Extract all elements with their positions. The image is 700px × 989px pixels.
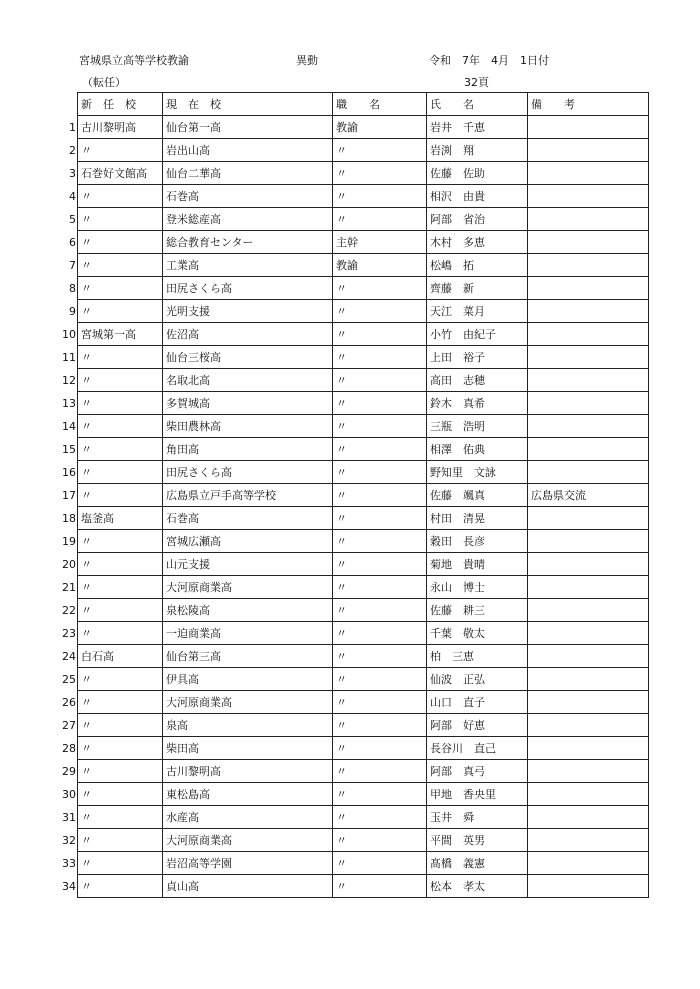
new-school-text: 〃 [81, 857, 92, 870]
table-row [78, 530, 649, 553]
new-school-text: 〃 [81, 236, 92, 249]
row-number: 20 [62, 558, 76, 571]
new-school-text: 古川黎明高 [81, 121, 136, 134]
new-school-cell [69, 300, 163, 323]
new-school-text: 〃 [81, 282, 92, 295]
name-cell: 松嶋 拓 [427, 254, 528, 277]
new-school-cell [62, 645, 163, 668]
row-number: 16 [62, 466, 76, 479]
position-cell: 〃 [333, 139, 427, 162]
position-cell: 〃 [333, 553, 427, 576]
new-school-text: 〃 [81, 144, 92, 157]
current-school-cell: 一迫商業高 [163, 622, 333, 645]
new-school-cell [62, 323, 163, 346]
row-number: 3 [69, 167, 76, 180]
new-school-text: 宮城第一高 [81, 328, 136, 341]
column-header-name: 氏 名 [427, 93, 528, 116]
new-school-text: 〃 [81, 397, 92, 410]
table-row [78, 438, 649, 461]
remarks-cell [528, 806, 649, 829]
position-cell: 主幹 [333, 231, 427, 254]
new-school-text: 〃 [81, 811, 92, 824]
remarks-cell [528, 323, 649, 346]
table-row [78, 852, 649, 875]
position-cell: 〃 [333, 346, 427, 369]
remarks-cell [528, 668, 649, 691]
remarks-cell [528, 599, 649, 622]
row-number: 7 [69, 259, 76, 272]
remarks-cell [528, 438, 649, 461]
row-number: 14 [62, 420, 76, 433]
row-number: 24 [62, 650, 76, 663]
new-school-text: 〃 [81, 834, 92, 847]
table-row [78, 346, 649, 369]
name-cell: 阿部 真弓 [427, 760, 528, 783]
current-school-cell: 岩出山高 [163, 139, 333, 162]
column-header-position: 職 名 [333, 93, 427, 116]
position-cell: 〃 [333, 438, 427, 461]
position-cell: 〃 [333, 760, 427, 783]
current-school-cell: 仙台三桜高 [163, 346, 333, 369]
new-school-text: 〃 [81, 742, 92, 755]
position-cell: 〃 [333, 162, 427, 185]
table-row [78, 507, 649, 530]
row-number: 19 [62, 535, 76, 548]
new-school-cell [62, 622, 163, 645]
row-number: 2 [69, 144, 76, 157]
position-cell: 〃 [333, 185, 427, 208]
new-school-text: 〃 [81, 788, 92, 801]
name-cell: 平間 英男 [427, 829, 528, 852]
effective-date: 令和 7年 4月 1日付 [429, 54, 549, 67]
remarks-cell [528, 208, 649, 231]
new-school-cell [62, 875, 163, 898]
position-cell: 〃 [333, 323, 427, 346]
table-row [78, 461, 649, 484]
new-school-text: 〃 [81, 535, 92, 548]
name-cell: 菊地 貴晴 [427, 553, 528, 576]
name-cell: 齊藤 新 [427, 277, 528, 300]
position-cell: 〃 [333, 875, 427, 898]
remarks-cell [528, 369, 649, 392]
new-school-cell [69, 139, 163, 162]
new-school-cell [69, 185, 163, 208]
new-school-text: 白石高 [81, 650, 114, 663]
current-school-cell: 佐沼高 [163, 323, 333, 346]
new-school-text: 〃 [81, 213, 92, 226]
name-cell: 仙波 正弘 [427, 668, 528, 691]
row-number: 11 [62, 351, 76, 364]
current-school-cell: 田尻さくら高 [163, 277, 333, 300]
position-cell: 〃 [333, 392, 427, 415]
current-school-cell: 泉高 [163, 714, 333, 737]
current-school-cell: 仙台第一高 [163, 116, 333, 139]
remarks-cell [528, 737, 649, 760]
new-school-text: 〃 [81, 190, 92, 203]
new-school-text: 塩釜高 [81, 512, 114, 525]
new-school-cell [69, 277, 163, 300]
new-school-cell [62, 691, 163, 714]
row-number: 21 [62, 581, 76, 594]
new-school-cell [62, 415, 163, 438]
current-school-cell: 宮城広瀬高 [163, 530, 333, 553]
table-row [78, 208, 649, 231]
column-header-remarks: 備 考 [528, 93, 649, 116]
row-number: 23 [62, 627, 76, 640]
new-school-text: 〃 [81, 420, 92, 433]
new-school-cell [62, 783, 163, 806]
new-school-cell [69, 254, 163, 277]
table-row [78, 553, 649, 576]
position-cell: 教諭 [333, 254, 427, 277]
column-header-new-school: 新 任 校 [78, 93, 163, 116]
name-cell: 野知里 文詠 [427, 461, 528, 484]
table-row [78, 300, 649, 323]
new-school-text: 〃 [81, 466, 92, 479]
new-school-cell [62, 438, 163, 461]
name-cell: 三瓶 浩明 [427, 415, 528, 438]
new-school-cell [62, 346, 163, 369]
position-cell: 〃 [333, 737, 427, 760]
name-cell: 佐藤 耕三 [427, 599, 528, 622]
new-school-text: 〃 [81, 351, 92, 364]
remarks-cell [528, 760, 649, 783]
row-number: 29 [62, 765, 76, 778]
name-cell: 佐藤 颯真 [427, 484, 528, 507]
table-row [78, 783, 649, 806]
row-number: 1 [69, 121, 76, 134]
name-cell: 千葉 敬太 [427, 622, 528, 645]
row-number: 22 [62, 604, 76, 617]
position-cell: 〃 [333, 576, 427, 599]
remarks-cell [528, 116, 649, 139]
remarks-cell [528, 691, 649, 714]
new-school-cell [62, 760, 163, 783]
current-school-cell: 山元支援 [163, 553, 333, 576]
row-number: 15 [62, 443, 76, 456]
remarks-cell [528, 852, 649, 875]
table-row [78, 392, 649, 415]
position-cell: 〃 [333, 599, 427, 622]
table-row [78, 668, 649, 691]
row-number: 5 [69, 213, 76, 226]
current-school-cell: 総合教育センター [163, 231, 333, 254]
new-school-cell [69, 231, 163, 254]
new-school-text: 〃 [81, 558, 92, 571]
table-row [78, 714, 649, 737]
remarks-cell [528, 415, 649, 438]
table-row [78, 806, 649, 829]
new-school-cell [62, 829, 163, 852]
row-number: 13 [62, 397, 76, 410]
position-cell: 〃 [333, 415, 427, 438]
document-title: 宮城県立高等学校教諭 [79, 54, 189, 67]
name-cell: 村田 清晃 [427, 507, 528, 530]
table-row [78, 829, 649, 852]
new-school-text: 〃 [81, 305, 92, 318]
table-row [78, 369, 649, 392]
new-school-cell [62, 576, 163, 599]
current-school-cell: 大河原商業高 [163, 829, 333, 852]
position-cell: 〃 [333, 507, 427, 530]
remarks-cell [528, 300, 649, 323]
name-cell: 山口 直子 [427, 691, 528, 714]
current-school-cell: 泉松陵高 [163, 599, 333, 622]
name-cell: 高田 志穂 [427, 369, 528, 392]
name-cell: 天江 菜月 [427, 300, 528, 323]
table-row [78, 185, 649, 208]
new-school-text: 〃 [81, 259, 92, 272]
new-school-text: 石巻好文館高 [81, 167, 147, 180]
position-cell: 〃 [333, 668, 427, 691]
position-cell: 〃 [333, 714, 427, 737]
name-cell: 松本 孝太 [427, 875, 528, 898]
position-cell: 〃 [333, 806, 427, 829]
current-school-cell: 岩沼高等学園 [163, 852, 333, 875]
table-row [78, 415, 649, 438]
current-school-cell: 名取北高 [163, 369, 333, 392]
table-row [78, 576, 649, 599]
table-row [78, 875, 649, 898]
current-school-cell: 工業高 [163, 254, 333, 277]
new-school-cell [62, 553, 163, 576]
table-row [78, 162, 649, 185]
new-school-text: 〃 [81, 374, 92, 387]
remarks-cell [528, 553, 649, 576]
position-cell: 〃 [333, 208, 427, 231]
row-number: 34 [62, 880, 76, 893]
position-cell: 教諭 [333, 116, 427, 139]
row-number: 18 [62, 512, 76, 525]
current-school-cell: 水産高 [163, 806, 333, 829]
current-school-cell: 大河原商業高 [163, 691, 333, 714]
row-number: 26 [62, 696, 76, 709]
new-school-cell [62, 461, 163, 484]
current-school-cell: 貞山高 [163, 875, 333, 898]
row-number: 8 [69, 282, 76, 295]
row-number: 30 [62, 788, 76, 801]
name-cell: 小竹 由紀子 [427, 323, 528, 346]
current-school-cell: 古川黎明高 [163, 760, 333, 783]
new-school-text: 〃 [81, 489, 92, 502]
name-cell: 岩渕 翔 [427, 139, 528, 162]
current-school-cell: 石巻高 [163, 507, 333, 530]
new-school-text: 〃 [81, 604, 92, 617]
position-cell: 〃 [333, 622, 427, 645]
name-cell: 永山 博士 [427, 576, 528, 599]
column-header-current-school: 現 在 校 [163, 93, 333, 116]
remarks-cell [528, 576, 649, 599]
name-cell: 玉井 舜 [427, 806, 528, 829]
position-cell: 〃 [333, 645, 427, 668]
new-school-cell [62, 806, 163, 829]
current-school-cell: 大河原商業高 [163, 576, 333, 599]
table-row [78, 277, 649, 300]
table-header-row [78, 93, 649, 116]
name-cell: 阿部 好恵 [427, 714, 528, 737]
remarks-cell [528, 783, 649, 806]
new-school-text: 〃 [81, 696, 92, 709]
table-row [78, 760, 649, 783]
table-row [78, 139, 649, 162]
name-cell: 鈴木 真希 [427, 392, 528, 415]
name-cell: 佐藤 佐助 [427, 162, 528, 185]
name-cell: 岩井 千恵 [427, 116, 528, 139]
new-school-cell [62, 484, 163, 507]
remarks-cell [528, 645, 649, 668]
row-number: 12 [62, 374, 76, 387]
table-row [78, 737, 649, 760]
table-row [78, 323, 649, 346]
name-cell: 木村 多恵 [427, 231, 528, 254]
document-category: 異動 [296, 54, 318, 67]
remarks-cell: 広島県交流 [528, 484, 649, 507]
row-number: 10 [62, 328, 76, 341]
position-cell: 〃 [333, 369, 427, 392]
position-cell: 〃 [333, 829, 427, 852]
remarks-cell [528, 185, 649, 208]
current-school-cell: 多賀城高 [163, 392, 333, 415]
remarks-cell [528, 622, 649, 645]
table-row [78, 691, 649, 714]
current-school-cell: 仙台二華高 [163, 162, 333, 185]
document-subtitle: （転任） [82, 76, 126, 89]
row-number: 4 [69, 190, 76, 203]
remarks-cell [528, 829, 649, 852]
transfer-table [62, 92, 649, 898]
current-school-cell: 登米総産高 [163, 208, 333, 231]
remarks-cell [528, 231, 649, 254]
new-school-cell [62, 714, 163, 737]
current-school-cell: 仙台第三高 [163, 645, 333, 668]
remarks-cell [528, 875, 649, 898]
new-school-cell [62, 369, 163, 392]
position-cell: 〃 [333, 484, 427, 507]
current-school-cell: 柴田農林高 [163, 415, 333, 438]
remarks-cell [528, 507, 649, 530]
position-cell: 〃 [333, 852, 427, 875]
remarks-cell [528, 277, 649, 300]
position-cell: 〃 [333, 691, 427, 714]
name-cell: 阿部 省治 [427, 208, 528, 231]
current-school-cell: 柴田高 [163, 737, 333, 760]
new-school-cell [62, 507, 163, 530]
current-school-cell: 田尻さくら高 [163, 461, 333, 484]
table-row [78, 484, 649, 507]
current-school-cell: 広島県立戸手高等学校 [163, 484, 333, 507]
name-cell: 相澤 佑典 [427, 438, 528, 461]
name-cell: 穀田 長彦 [427, 530, 528, 553]
remarks-cell [528, 461, 649, 484]
row-number: 25 [62, 673, 76, 686]
new-school-text: 〃 [81, 627, 92, 640]
name-cell: 相沢 由貴 [427, 185, 528, 208]
current-school-cell: 角田高 [163, 438, 333, 461]
name-cell: 上田 裕子 [427, 346, 528, 369]
row-number: 17 [62, 489, 76, 502]
remarks-cell [528, 139, 649, 162]
new-school-cell [69, 162, 163, 185]
position-cell: 〃 [333, 300, 427, 323]
new-school-cell [62, 530, 163, 553]
new-school-cell [62, 599, 163, 622]
position-cell: 〃 [333, 530, 427, 553]
position-cell: 〃 [333, 461, 427, 484]
table-row [78, 622, 649, 645]
new-school-text: 〃 [81, 581, 92, 594]
new-school-text: 〃 [81, 443, 92, 456]
name-cell: 長谷川 直己 [427, 737, 528, 760]
remarks-cell [528, 392, 649, 415]
row-number: 27 [62, 719, 76, 732]
new-school-cell [62, 392, 163, 415]
new-school-cell [62, 852, 163, 875]
row-number: 33 [62, 857, 76, 870]
remarks-cell [528, 714, 649, 737]
row-number: 31 [62, 811, 76, 824]
remarks-cell [528, 530, 649, 553]
table-row [78, 599, 649, 622]
current-school-cell: 東松島高 [163, 783, 333, 806]
position-cell: 〃 [333, 783, 427, 806]
current-school-cell: 光明支援 [163, 300, 333, 323]
remarks-cell [528, 346, 649, 369]
name-cell: 甲地 香央里 [427, 783, 528, 806]
new-school-cell [69, 208, 163, 231]
new-school-text: 〃 [81, 880, 92, 893]
new-school-text: 〃 [81, 673, 92, 686]
table-row [78, 645, 649, 668]
new-school-text: 〃 [81, 765, 92, 778]
new-school-cell [69, 116, 163, 139]
table-row [78, 254, 649, 277]
name-cell: 髙橋 義憲 [427, 852, 528, 875]
page-number: 32頁 [464, 76, 489, 89]
table-row [78, 231, 649, 254]
name-cell: 柏 三恵 [427, 645, 528, 668]
new-school-cell [62, 737, 163, 760]
row-number: 6 [69, 236, 76, 249]
table-row [78, 116, 649, 139]
position-cell: 〃 [333, 277, 427, 300]
row-number: 28 [62, 742, 76, 755]
row-number: 32 [62, 834, 76, 847]
current-school-cell: 伊具高 [163, 668, 333, 691]
remarks-cell [528, 162, 649, 185]
new-school-cell [62, 668, 163, 691]
row-number: 9 [69, 305, 76, 318]
new-school-text: 〃 [81, 719, 92, 732]
remarks-cell [528, 254, 649, 277]
current-school-cell: 石巻高 [163, 185, 333, 208]
